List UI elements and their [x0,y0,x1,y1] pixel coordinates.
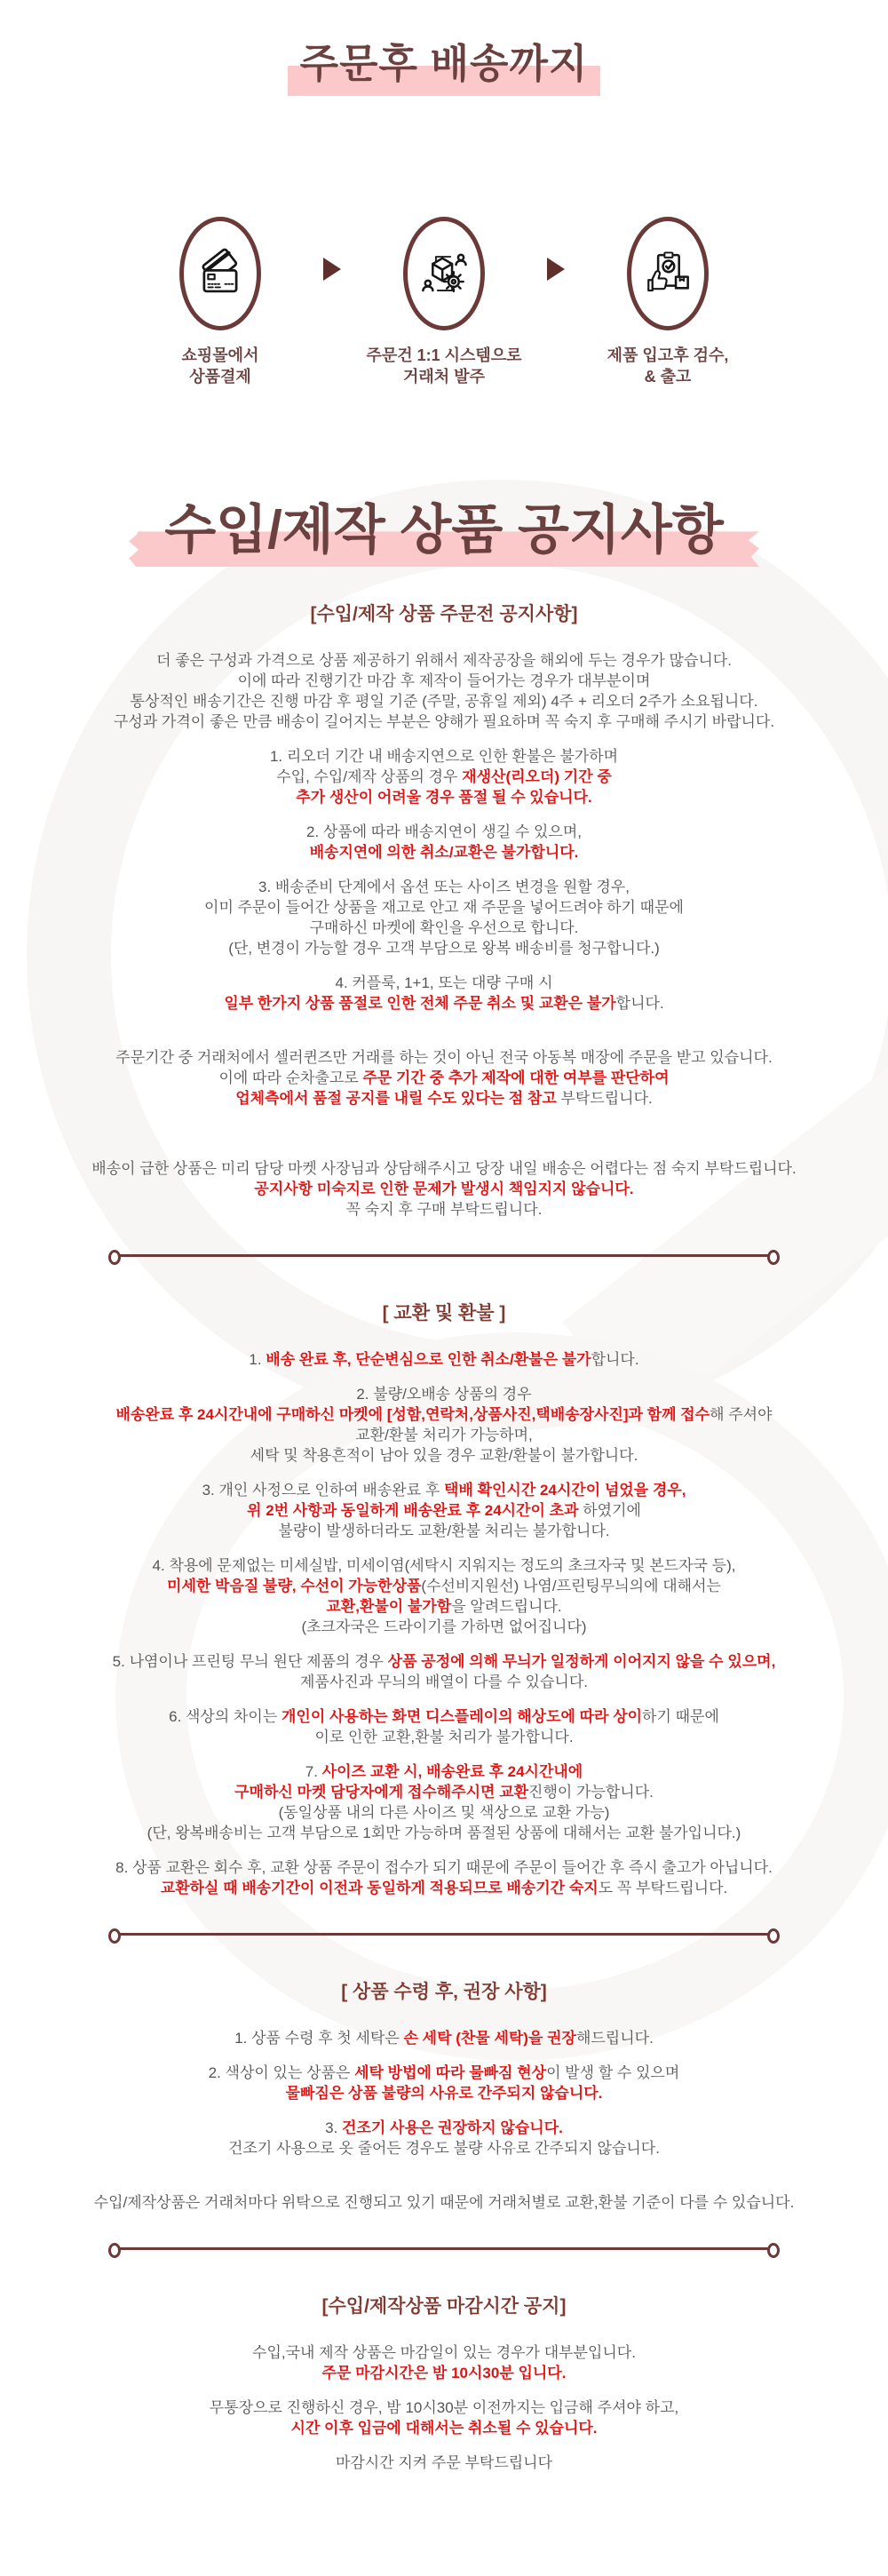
process-step-order-system [350,217,538,387]
notice-line: 3. 건조기 사용은 권장하지 않습니다. [325,2119,563,2136]
notice-line: 1. 리오더 기간 내 배송지연으로 인한 환불은 불가하며 [269,748,619,765]
main-title-row [0,0,888,92]
section-header: [수입/제작 상품 주문전 공지사항] [310,604,578,624]
notice-line: 제품사진과 무늬의 배열이 다를 수 있습니다. [300,1674,588,1690]
notice-line: 8. 상품 교환은 회수 후, 교환 상품 주문이 접수가 되기 때문에 주문이 들어간 후 즉시 출고가 아닙니다. [115,1859,773,1876]
notice-line: 5. 나염이나 프린팅 무늬 원단 제품의 경우 상품 공정에 의해 무늬가 일정하게 이어지지 않을 수 있으며, [112,1653,776,1670]
notice-line: 3. 개인 사정으로 인하여 배송완료 후 택배 확인시간 24시간이 넘었을 경우, [202,1482,686,1499]
notice-line: 교환,환불이 불가함을 알려드립니다. [326,1598,562,1615]
notice-block [0,1651,888,1692]
notice-block [0,650,888,732]
notice-line: 4. 커플룩, 1+1, 또는 대량 구매 시 [335,974,553,991]
step-caption-line: 쇼핑몰에서 [181,346,259,364]
step-caption [182,345,259,387]
notice-block [0,877,888,958]
section-divider [111,2243,777,2255]
notice-line: 구매하신 마켓 담당자에게 접수해주시면 교환진행이 가능합니다. [234,1784,654,1801]
notice-line: 배송지연에 의한 취소/교환은 불가합니다. [309,844,579,861]
notice-block [0,2397,888,2438]
notice-line: 꼭 숙지 후 구매 부탁드립니다. [345,1201,543,1218]
notice-block [0,822,888,863]
step-caption-line: 주문건 1:1 시스템으로 [366,346,522,364]
notice-line: 미세한 박음질 불량, 수선이 가능한상품(수선비지원선) 나염/프린팅무늬의에 대해서는 [167,1578,721,1594]
notice-block [0,2118,888,2159]
notice-line: 불량이 발생하더라도 교환/환불 처리는 불가합니다. [278,1523,610,1539]
notice-line: 2. 불량/오배송 상품의 경우 [356,1386,532,1403]
notice-line: 1. 상품 수령 후 첫 세탁은 손 세탁 (찬물 세탁)을 권장해드립니다. [234,2030,654,2047]
page-title: 주문후 배송까지 [288,41,601,92]
notice-line: 물빠짐은 상품 불량의 사유로 간주되지 않습니다. [285,2085,603,2102]
step-caption-line: 제품 입고후 검수, [607,346,729,364]
notice-block [0,1706,888,1747]
section-header: [ 상품 수령 후, 권장 사항] [341,1982,547,2002]
notice-line: 교환/환불 처리가 가능하며, [355,1427,533,1443]
notice-line: (단, 변경이 가능할 경우 고객 부담으로 왕복 배송비를 청구합니다.) [228,940,660,957]
step-caption-line: 상품결제 [189,368,251,386]
notice-line: 4. 착용에 문제없는 미세실밥, 미세이염(세탁시 지워지는 정도의 초크자국 및 본드자국 등), [152,1557,736,1574]
notice-line: 2. 색상이 있는 상품은 세탁 방법에 따라 물빠짐 현상이 발생 할 수 있으며 [208,2064,680,2081]
notice-line: (동일상품 내의 다른 사이즈 및 색상으로 교환 가능) [278,1804,610,1821]
notice-sections [0,604,888,2473]
notice-block [0,2192,888,2213]
notice-line: 건조기 사용으로 옷 줄어든 경우도 불량 사유로 간주되지 않습니다. [228,2140,660,2157]
notice-line: 수입, 수입/제작 상품의 경우 재생산(리오더) 기간 중 [276,768,612,785]
notice-block [0,2063,888,2103]
notice-block [0,973,888,1014]
section-header: [ 교환 및 환불 ] [382,1303,506,1324]
section-divider [111,1250,777,1262]
notice-line: 더 좋은 구성과 가격으로 상품 제공하기 위해서 제작공장을 해외에 두는 경우가 많습니다. [156,652,732,669]
notice-line: 수입/제작상품은 거래처마다 위탁으로 진행되고 있기 때문에 거래처별로 교환,환불 기준이 다를 수 있습니다. [93,2194,795,2211]
notice-line: 3. 배송준비 단계에서 옵션 또는 사이즈 변경을 원할 경우, [258,879,630,895]
inspection-icon [642,248,694,299]
notice-line: 1. 배송 완료 후, 단순변심으로 인한 취소/환불은 불가합니다. [249,1351,639,1368]
section-title: 수입/제작 상품 공지사항 [143,501,745,560]
notice-line: (초크자국은 드라이기를 가하면 없어집니다) [301,1618,587,1635]
notice-block [0,1047,888,1109]
arrow-right-icon [323,258,341,281]
notice-block [0,1761,888,1843]
notice-line: 무통장으로 진행하신 경우, 밤 10시30분 이전까지는 입금해 주셔야 하고, [209,2399,679,2416]
notice-line: 마감시간 지켜 주문 부탁드립니다 [335,2454,553,2471]
notice-line: 이에 따라 순차출고로 주문 기간 중 추가 제작에 대한 여부를 판단하여 [218,1069,670,1086]
notice-line: 이로 인한 교환,환불 처리가 불가합니다. [314,1729,574,1745]
notice-line: 수입,국내 제작 상품은 마감일이 있는 경우가 대부분입니다. [252,2344,636,2361]
process-step-payment [126,217,314,387]
notice-block [0,2342,888,2383]
arrow-right-icon [547,258,565,281]
notice-line: 공지사항 미숙지로 인한 문제가 발생시 책임지지 않습니다. [254,1181,634,1197]
order-system-icon [418,248,470,299]
notice-block [0,1857,888,1898]
notice-line: 이에 따라 진행기간 마감 후 제작이 들어가는 경우가 대부분이며 [237,672,651,689]
order-process-flow [0,217,888,387]
notice-block [0,1349,888,1370]
process-step-inspection [574,217,762,387]
notice-line: 시간 이후 입금에 대해서는 취소될 수 있습니다. [290,2420,598,2437]
notice-block [0,746,888,807]
notice-line: 통상적인 배송기간은 진행 마감 후 평일 기준 (주말, 공휴일 제외) 4주 + 리오더 2주가 소요됩니다. [130,693,758,710]
notice-line: 배송이 급한 상품은 미리 담당 마켓 사장님과 상담해주시고 당장 내일 배송은 어렵다는 점 숙지 부탁드립니다. [91,1160,797,1177]
notice-block [0,2028,888,2048]
notice-line: 주문 마감시간은 밤 10시30분 입니다. [321,2365,567,2381]
step-circle [627,217,709,330]
notice-block [0,1384,888,1466]
notice-block [0,2453,888,2473]
notice-line: 세탁 및 착용흔적이 남아 있을 경우 교환/환불이 불가합니다. [250,1447,638,1464]
notice-line: 배송완료 후 24시간내에 구매하신 마켓에 [성함,연락처,상품사진,택배송장사진]과 함께 접수해 주셔야 [115,1406,773,1423]
notice-line: 7. 사이즈 교환 시, 배송완료 후 24시간내에 [305,1763,583,1780]
notice-line: 이미 주문이 들어간 상품을 재고로 안고 재 주문을 넣어드려야 하기 때문에 [204,899,684,916]
step-caption-line: & 출고 [644,368,692,386]
credit-card-icon [194,248,246,299]
notice-line: 구성과 가격이 좋은 만큼 배송이 길어지는 부분은 양해가 필요하며 꼭 숙지 후 구매해 주시기 바랍니다. [113,713,775,730]
notice-block [0,1158,888,1220]
notice-line: 6. 색상의 차이는 개인이 사용하는 화면 디스플레이의 해상도에 따라 상이하기 때문에 [169,1708,719,1725]
notice-line: 구매하신 마켓에 확인을 우선으로 합니다. [309,919,579,936]
notice-line: 업체측에서 품절 공지를 내릴 수도 있다는 점 참고 부탁드립니다. [235,1090,653,1107]
section-divider [111,1928,777,1941]
step-circle [403,217,485,330]
notice-block [0,1555,888,1637]
notice-line: 2. 상품에 따라 배송지연이 생길 수 있으며, [306,823,582,840]
notice-line: 추가 생산이 어려울 경우 품절 될 수 있습니다. [296,789,592,806]
step-circle [179,217,261,330]
step-caption-line: 거래처 발주 [403,368,485,386]
notice-line: 위 2번 사항과 동일하게 배송완료 후 24시간이 초과 하였기에 [247,1502,641,1519]
section-header: [수입/제작상품 마감시간 공지] [321,2296,567,2317]
notice-block [0,1480,888,1541]
notice-line: 교환하실 때 배송기간이 이전과 동일하게 적용되므로 배송기간 숙지도 꼭 부탁드립니다. [160,1880,728,1896]
notice-line: 일부 한가지 상품 품절로 인한 전체 주문 취소 및 교환은 불가합니다. [224,995,664,1012]
section-title-row [0,501,888,560]
notice-line: 주문기간 중 거래처에서 셀러퀸즈만 거래를 하는 것이 아닌 전국 아동복 매장에 주문을 받고 있습니다. [115,1049,773,1066]
notice-line: (단, 왕복배송비는 고객 부담으로 1회만 가능하며 품절된 상품에 대해서는 교환 불가입니다.) [147,1825,741,1841]
step-caption [366,345,521,387]
step-caption [607,345,729,387]
